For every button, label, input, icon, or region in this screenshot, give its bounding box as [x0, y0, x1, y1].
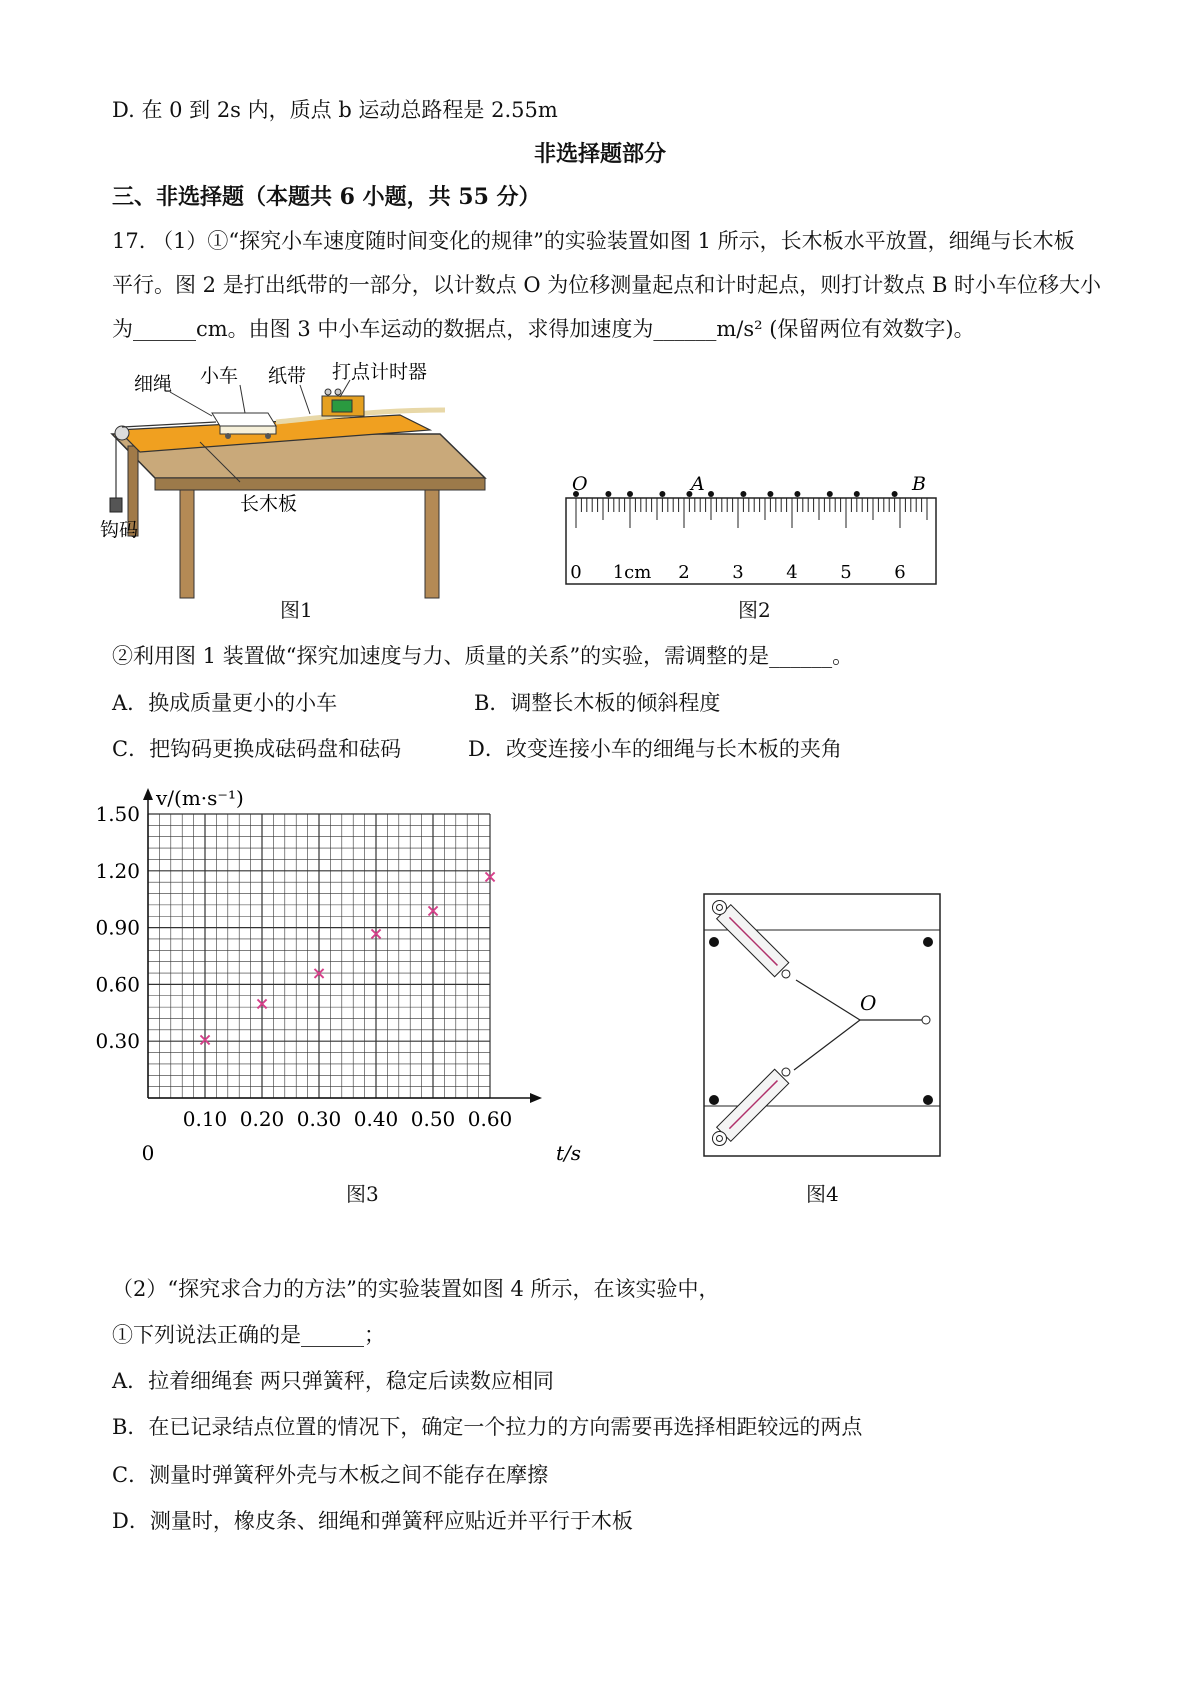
fig2-tape-dot — [708, 491, 714, 497]
fig2-tick-2: 2 — [678, 562, 690, 583]
fig2-tape-dots — [573, 491, 898, 497]
fig2-tape-dot — [794, 491, 800, 497]
fig2-tick-6: 6 — [894, 562, 906, 583]
fig3-caption: 图3 — [346, 1182, 379, 1206]
fig2-tick-1: 1cm — [612, 562, 652, 583]
fig2-tape-dot — [659, 491, 665, 497]
fig3-y-ticks — [95, 802, 140, 1053]
q17-2-option-a: A．换成质量更小的小车 — [112, 691, 338, 715]
fig2-point-a: A — [691, 473, 705, 495]
fig2-tick-5: 5 — [840, 562, 852, 583]
fig1-caption: 图1 — [280, 598, 313, 622]
fig2-tape-dot — [892, 491, 898, 497]
fig3-axes — [143, 788, 542, 1103]
fig1-label-timer: 打点计时器 — [332, 361, 428, 383]
fig2-tape-dot — [627, 491, 633, 497]
fig2-caption: 图2 — [738, 598, 771, 622]
q17-line3: 为______cm。由图 3 中小车运动的数据点，求得加速度为______m/s² (保留两位有效数字)。 — [112, 317, 975, 341]
fig3-x-tick-label: 0.10 — [182, 1107, 228, 1131]
fig3-y-tick-label: 0.60 — [95, 972, 140, 997]
fig3-y-tick-label: 1.50 — [95, 802, 140, 826]
q17-part2-option-c: C．测量时弹簧秤外壳与木板之间不能存在摩擦 — [112, 1463, 549, 1487]
fig2-point-o: O — [572, 473, 588, 495]
fig1-label-hook: 钩码 — [100, 519, 139, 541]
fig3-x-axis-label: t/s — [556, 1141, 582, 1165]
fig3-data-point: × — [197, 1029, 213, 1051]
fig3-y-arrow — [143, 788, 153, 800]
section-title: 三、非选择题（本题共 6 小题，共 55 分） — [112, 184, 541, 210]
fig3-x-arrow — [530, 1093, 542, 1103]
q17-2-option-c: C．把钩码更换成砝码盘和砝码 — [112, 737, 402, 761]
fig2-tick-0: 0 — [570, 562, 582, 583]
fig4-caption: 图4 — [806, 1182, 839, 1206]
fig3-y-tick-label: 1.20 — [95, 858, 140, 883]
fig3-data-point: × — [254, 993, 270, 1015]
q17-part2-intro: （2）“探究求合力的方法”的实验装置如图 4 所示，在该实验中， — [112, 1277, 720, 1301]
fig3-grid — [148, 814, 490, 1098]
fig2-tick-3: 3 — [732, 562, 744, 583]
fig3-data-point: × — [368, 923, 384, 945]
fig3-x-tick-label: 0.60 — [467, 1107, 513, 1131]
q17-part2-option-a: A．拉着细绳套 两只弹簧秤，稳定后读数应相同 — [112, 1369, 554, 1393]
prev-option-d: D. 在 0 到 2s 内，质点 b 运动总路程是 2.55m — [112, 98, 558, 122]
fig3-x-ticks — [183, 1107, 513, 1131]
fig3-x-tick-label: 0.30 — [296, 1107, 342, 1131]
fig3-vt-chart — [95, 780, 600, 1180]
q17-part2-sub: ①下列说法正确的是______； — [112, 1323, 385, 1347]
fig3-x-tick-label: 0.50 — [410, 1107, 456, 1131]
fig3-y-tick-label: 0.90 — [95, 915, 140, 940]
fig2-tick-4: 4 — [786, 562, 798, 583]
fig3-y-tick-label: 0.30 — [95, 1029, 140, 1054]
q17-part2-option-b: B．在已记录结点位置的情况下，确定一个拉力的方向需要再选择相距较远的两点 — [112, 1415, 863, 1439]
q17-2-option-b: B．调整长木板的倾斜程度 — [474, 691, 721, 715]
q17-part2-option-d: D．测量时，橡皮条、细绳和弹簧秤应贴近并平行于木板 — [112, 1509, 633, 1533]
fig1-label-tape: 纸带 — [268, 365, 307, 387]
fig4-point-o: O — [860, 991, 877, 1015]
fig2-tape-dot — [827, 491, 833, 497]
fig1-label-board: 长木板 — [240, 493, 298, 515]
fig4-force-board — [690, 880, 960, 1170]
fig3-y-axis-label: v/(m·s⁻¹) — [156, 786, 244, 810]
q17-line1: 17. （1）①“探究小车速度随时间变化的规律”的实验装置如图 1 所示，长木板水平放置，细绳与长木板 — [112, 229, 1075, 253]
fig2-ruler — [560, 470, 940, 590]
fig1-apparatus — [100, 361, 490, 610]
fig2-tape-dot — [767, 491, 773, 497]
q17-2-option-d: D．改变连接小车的细绳与长木板的夹角 — [468, 737, 842, 761]
fig3-data-points — [197, 866, 497, 1050]
fig2-tape-dot — [605, 491, 611, 497]
fig3-data-point: × — [425, 900, 441, 922]
fig1-label-rope: 细绳 — [134, 373, 173, 395]
fig1-label-cart: 小车 — [200, 365, 239, 387]
fig3-data-point: × — [482, 866, 498, 888]
fig3-data-point: × — [311, 963, 327, 985]
fig2-tape-dot — [854, 491, 860, 497]
q17-2-prompt: ②利用图 1 装置做“探究加速度与力、质量的关系”的实验，需调整的是______。 — [112, 644, 854, 668]
part-heading: 非选择题部分 — [533, 141, 666, 167]
fig3-x-tick-label: 0.40 — [353, 1107, 399, 1131]
fig2-point-b: B — [912, 473, 926, 495]
fig2-tape-dot — [740, 491, 746, 497]
fig3-origin-label: 0 — [141, 1141, 155, 1165]
fig3-x-tick-label: 0.20 — [239, 1107, 285, 1131]
q17-line2: 平行。图 2 是打出纸带的一部分，以计数点 O 为位移测量起点和计时起点，则打计数点 B 时小车位移大小 — [112, 273, 1102, 297]
